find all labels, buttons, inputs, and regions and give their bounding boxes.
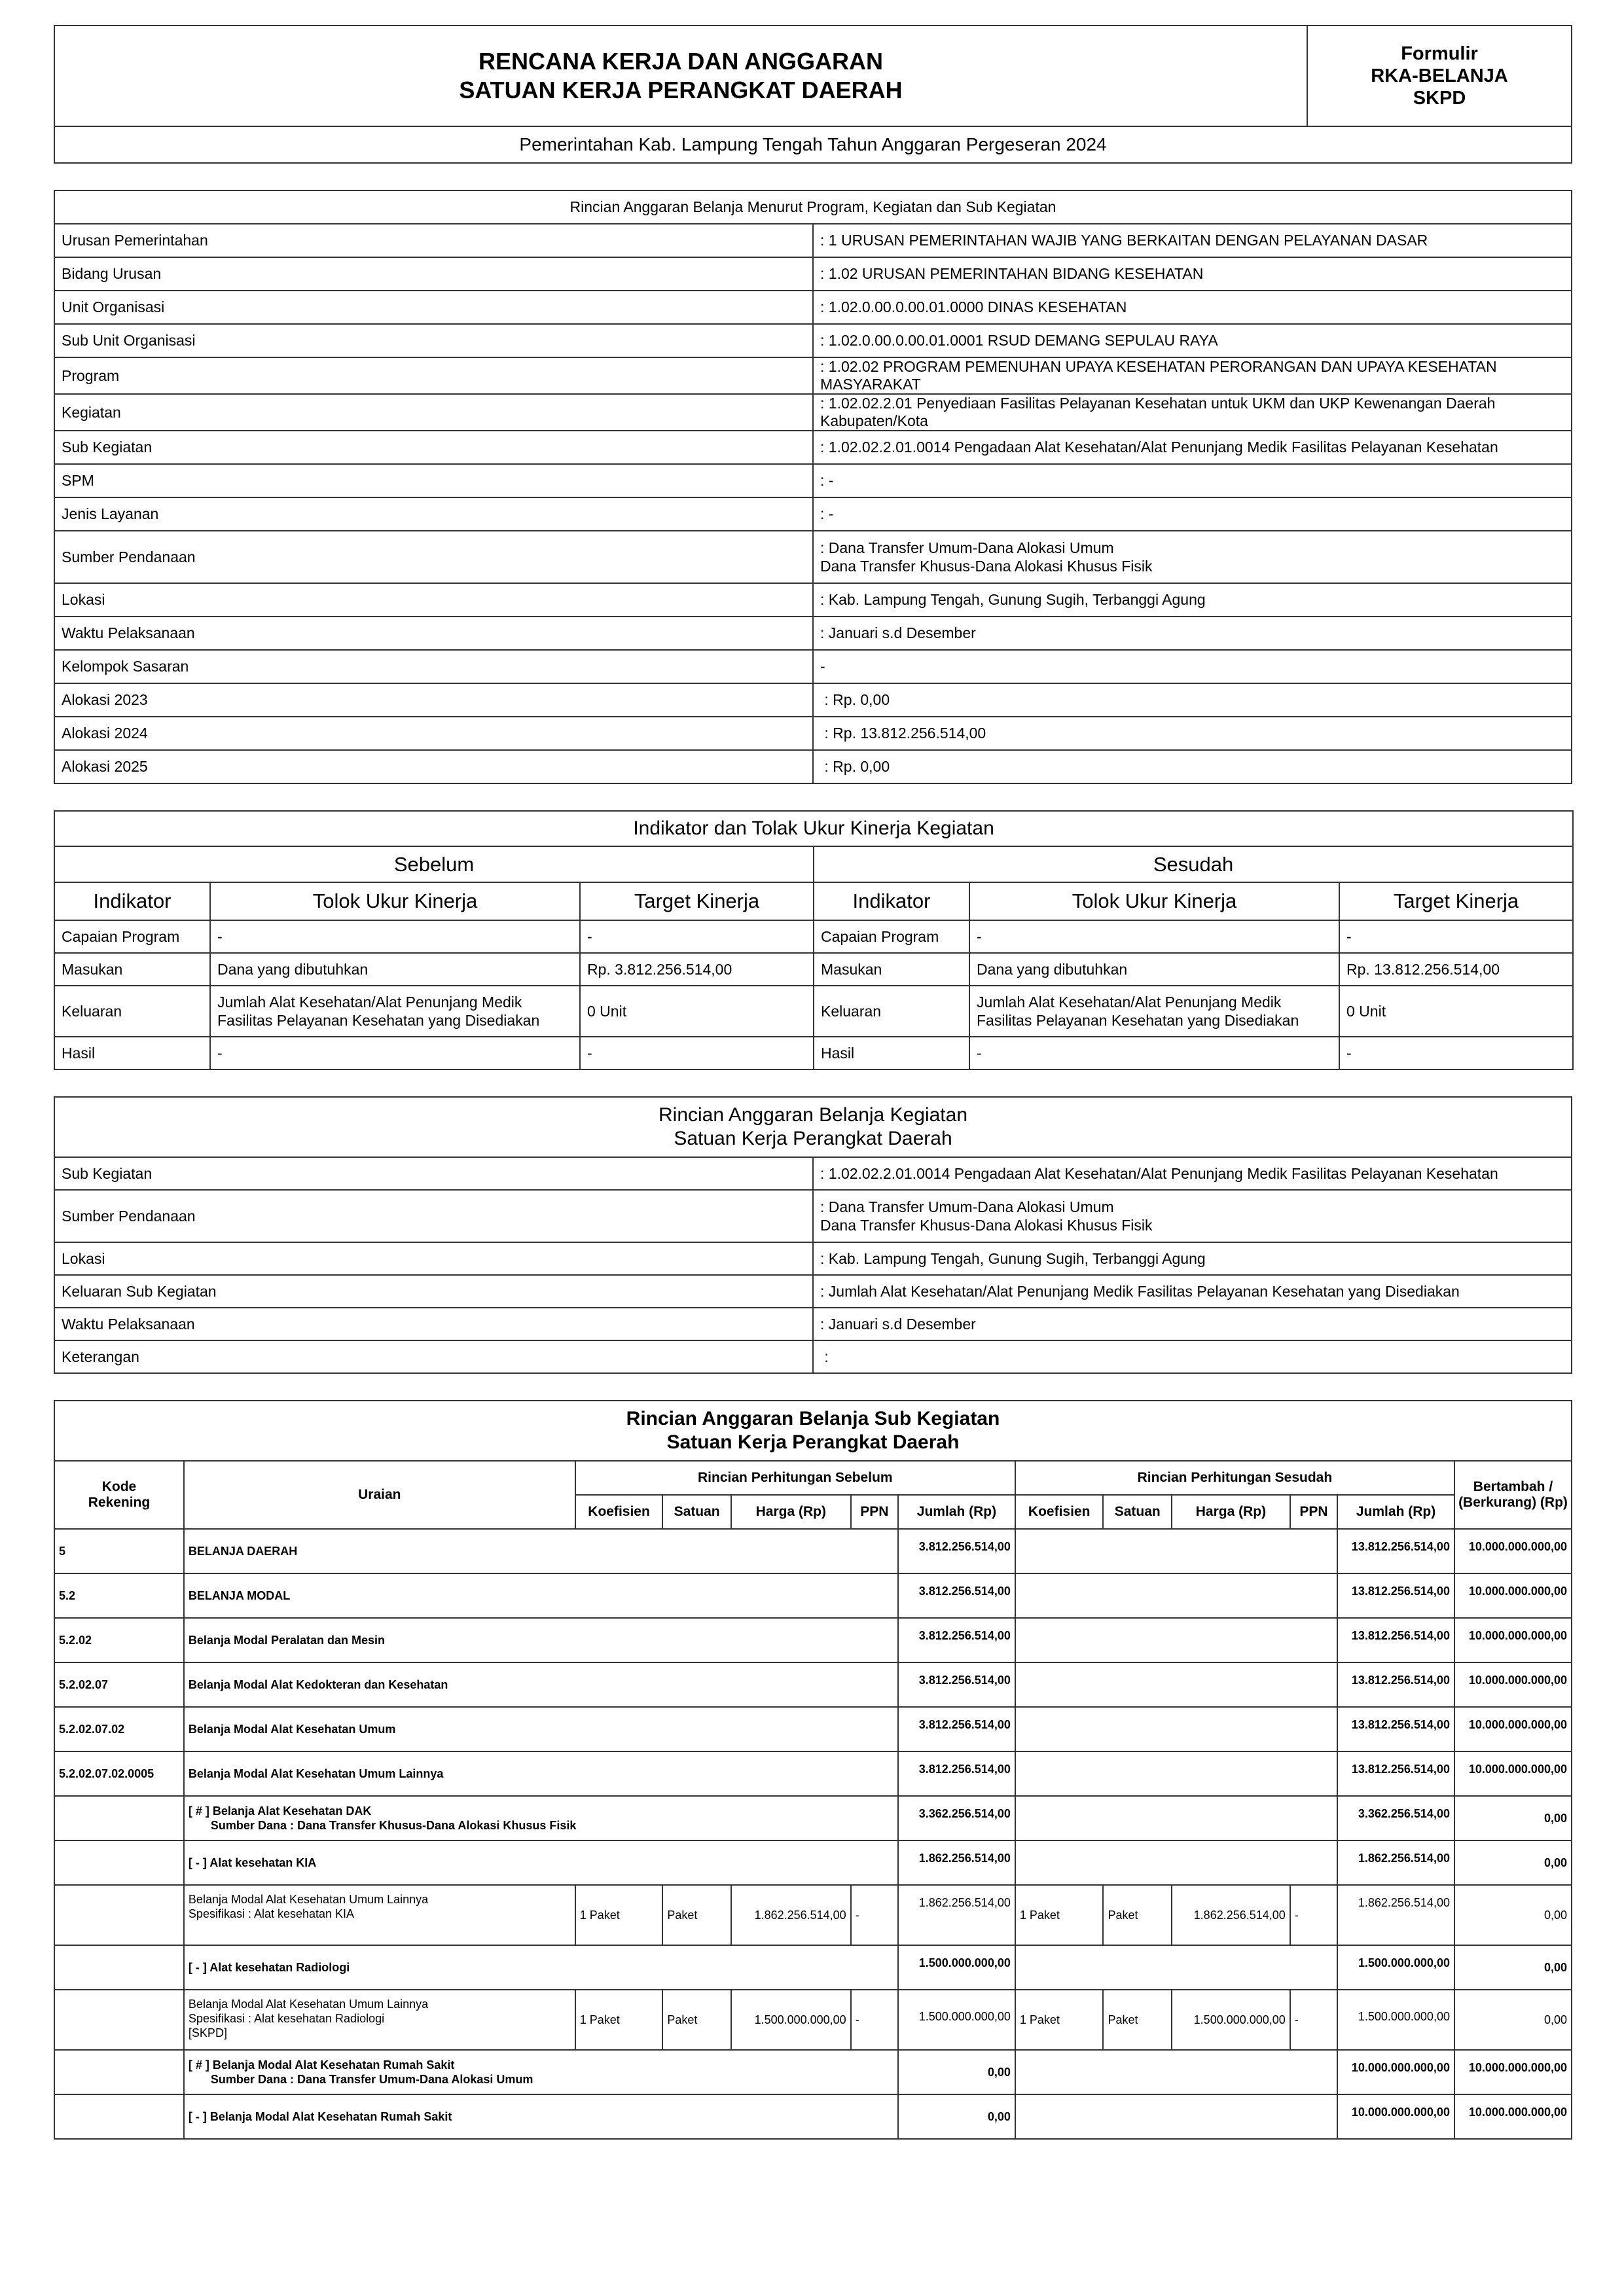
info-label: Alokasi 2023 [54, 683, 813, 717]
kode-rekening [54, 1885, 184, 1945]
jumlah-sebelum: 3.812.256.514,00 [898, 1707, 1015, 1751]
jumlah-sesudah: 13.812.256.514,00 [1337, 1751, 1454, 1796]
column-header: Target Kinerja [580, 882, 814, 920]
indicator-name: Keluaran [814, 986, 969, 1037]
document-subtitle: Pemerintahan Kab. Lampung Tengah Tahun Anggaran Pergeseran 2024 [54, 126, 1572, 163]
indicator-row [54, 920, 1573, 953]
info-value: : 1.02.0.00.0.00.01.0000 DINAS KESEHATAN [813, 291, 1572, 324]
jumlah-sesudah: 1.500.000.000,00 [1337, 1945, 1454, 1990]
budget-item-row [54, 1885, 1572, 1945]
info-row [54, 617, 1572, 650]
header-jumlah: Jumlah (Rp) [898, 1495, 1015, 1529]
uraian-line: [ # ] Belanja Alat Kesehatan DAK [188, 1804, 372, 1818]
target: - [1339, 920, 1573, 953]
info-value: : 1.02.02.2.01.0014 Pengadaan Alat Kesehatan/Alat Penunjang Medik Fasilitas Pelayanan Kesehatan [813, 431, 1572, 464]
header-selisih: Bertambah / (Berkurang) (Rp) [1454, 1461, 1572, 1529]
empty-cell [1015, 1662, 1337, 1707]
value-line: Dana Transfer Khusus-Dana Alokasi Khusus Fisik [820, 1217, 1153, 1234]
text-line: Jumlah Alat Kesehatan/Alat Penunjang Medik [977, 994, 1282, 1011]
satuan-sebelum: Paket [662, 1990, 731, 2050]
tolok-ukur: Dana yang dibutuhkan [969, 953, 1339, 986]
kode-rekening: 5 [54, 1529, 184, 1573]
value-line: Dana Transfer Khusus-Dana Alokasi Khusus Fisik [820, 558, 1153, 575]
ppn-sesudah: - [1290, 1885, 1337, 1945]
selisih: 10.000.000.000,00 [1454, 2050, 1572, 2094]
kode-rekening: 5.2.02.07.02 [54, 1707, 184, 1751]
info-row [54, 224, 1572, 257]
info-value: : Rp. 13.812.256.514,00 [813, 717, 1572, 750]
info-row [54, 257, 1572, 291]
header-ppn: PPN [851, 1495, 898, 1529]
ppn-sebelum: - [851, 1885, 898, 1945]
jumlah-sesudah: 13.812.256.514,00 [1337, 1573, 1454, 1618]
header-koefisien: Koefisien [575, 1495, 663, 1529]
target: - [580, 1037, 814, 1069]
header-uraian: Uraian [184, 1461, 575, 1529]
value-line: : Dana Transfer Umum-Dana Alokasi Umum [820, 539, 1114, 556]
form-code [1307, 26, 1572, 126]
info-label: Keluaran Sub Kegiatan [54, 1275, 813, 1308]
tolok-ukur: Dana yang dibutuhkan [210, 953, 580, 986]
tolok-ukur: - [969, 1037, 1339, 1069]
budget-row [54, 2050, 1572, 2094]
jumlah-sebelum: 1.500.000.000,00 [898, 1990, 1015, 2050]
info-row [54, 717, 1572, 750]
jumlah-sebelum: 3.812.256.514,00 [898, 1529, 1015, 1573]
info-row [54, 497, 1572, 531]
jumlah-sebelum: 3.812.256.514,00 [898, 1662, 1015, 1707]
info-label: Lokasi [54, 1242, 813, 1275]
target: 0 Unit [580, 986, 814, 1037]
kode-rekening: 5.2.02 [54, 1618, 184, 1662]
info-label: Sub Kegiatan [54, 431, 813, 464]
info-value: : 1.02.02 PROGRAM PEMENUHAN UPAYA KESEHATAN PERORANGAN DAN UPAYA KESEHATAN MASYARAKAT [813, 357, 1572, 394]
form-code-line: RKA-BELANJA [1371, 65, 1508, 86]
column-header: Indikator [814, 882, 969, 920]
ppn-sebelum: - [851, 1990, 898, 2050]
info-value: : Rp. 0,00 [813, 750, 1572, 783]
empty-cell [1015, 1840, 1337, 1885]
tolok-ukur [969, 986, 1339, 1037]
uraian: Belanja Modal Alat Kedokteran dan Kesehatan [184, 1662, 898, 1707]
jumlah-sesudah: 10.000.000.000,00 [1337, 2050, 1454, 2094]
budget-row [54, 1529, 1572, 1573]
koefisien-sebelum: 1 Paket [575, 1885, 663, 1945]
jumlah-sebelum: 1.862.256.514,00 [898, 1840, 1015, 1885]
title-line-2: SATUAN KERJA PERANGKAT DAERAH [459, 77, 903, 103]
kode-rekening [54, 1840, 184, 1885]
indicator-section [54, 810, 1572, 1070]
koefisien-sebelum: 1 Paket [575, 1990, 663, 2050]
info-row [54, 1275, 1572, 1308]
header-sesudah: Rincian Perhitungan Sesudah [1015, 1461, 1454, 1495]
info-value [813, 531, 1572, 583]
uraian: Belanja Modal Alat Kesehatan Umum [184, 1707, 898, 1751]
budget-item-row [54, 1990, 1572, 2050]
column-header: Tolok Ukur Kinerja [210, 882, 580, 920]
info-row [54, 1340, 1572, 1373]
uraian: [ - ] Belanja Modal Alat Kesehatan Rumah Sakit [184, 2094, 898, 2139]
title-line: Rincian Anggaran Belanja Sub Kegiatan [626, 1408, 1000, 1429]
harga-sebelum: 1.500.000.000,00 [731, 1990, 851, 2050]
info-label: Unit Organisasi [54, 291, 813, 324]
empty-cell [1015, 1945, 1337, 1990]
info-value: : 1.02 URUSAN PEMERINTAHAN BIDANG KESEHATAN [813, 257, 1572, 291]
kode-rekening [54, 2050, 184, 2094]
header-satuan: Satuan [662, 1495, 731, 1529]
spesifikasi: Spesifikasi : Alat kesehatan KIA [188, 1907, 355, 1920]
sumber-dana: Sumber Dana : Dana Transfer Umum-Dana Alokasi Umum [210, 2073, 533, 2086]
selisih: 10.000.000.000,00 [1454, 1751, 1572, 1796]
info-value [813, 1190, 1572, 1242]
info-label: Alokasi 2025 [54, 750, 813, 783]
section-title [54, 1401, 1572, 1461]
info-row [54, 1308, 1572, 1340]
info-value: : 1.02.02.2.01 Penyediaan Fasilitas Pelayanan Kesehatan untuk UKM dan UKP Kewenangan Daerah Kabupaten/Kota [813, 394, 1572, 431]
kode-rekening: 5.2 [54, 1573, 184, 1618]
document-header [54, 25, 1572, 164]
empty-cell [1015, 2094, 1337, 2139]
empty-cell [1015, 2050, 1337, 2094]
uraian-line: Belanja Modal Alat Kesehatan Umum Lainnya [188, 1998, 429, 2011]
ppn-sesudah: - [1290, 1990, 1337, 2050]
info-label: Sub Kegiatan [54, 1157, 813, 1190]
jumlah-sebelum: 1.862.256.514,00 [898, 1885, 1015, 1945]
info-row [54, 683, 1572, 717]
section-title [54, 1097, 1572, 1157]
section-title: Rincian Anggaran Belanja Menurut Program, Kegiatan dan Sub Kegiatan [54, 190, 1572, 224]
column-header: Indikator [54, 882, 210, 920]
uraian-tag: [SKPD] [188, 2026, 227, 2039]
title-line: Satuan Kerja Perangkat Daerah [666, 1431, 960, 1453]
info-label: Sub Unit Organisasi [54, 324, 813, 357]
info-label: Kegiatan [54, 394, 813, 431]
column-header: Tolok Ukur Kinerja [969, 882, 1339, 920]
header-jumlah: Jumlah (Rp) [1337, 1495, 1454, 1529]
info-value: : Januari s.d Desember [813, 1308, 1572, 1340]
info-value: : Jumlah Alat Kesehatan/Alat Penunjang Medik Fasilitas Pelayanan Kesehatan yang Disediakan [813, 1275, 1572, 1308]
kode-rekening [54, 1796, 184, 1840]
satuan-sebelum: Paket [662, 1885, 731, 1945]
uraian: Belanja Modal Alat Kesehatan Umum Lainnya [184, 1751, 898, 1796]
jumlah-sesudah: 13.812.256.514,00 [1337, 1662, 1454, 1707]
info-row [54, 531, 1572, 583]
budget-row [54, 1707, 1572, 1751]
text-line: Jumlah Alat Kesehatan/Alat Penunjang Medik [217, 994, 522, 1011]
kode-rekening: 5.2.02.07.02.0005 [54, 1751, 184, 1796]
jumlah-sesudah: 1.862.256.514,00 [1337, 1885, 1454, 1945]
empty-cell [1015, 1751, 1337, 1796]
kode-rekening [54, 1990, 184, 2050]
jumlah-sebelum: 3.362.256.514,00 [898, 1796, 1015, 1840]
selisih: 10.000.000.000,00 [1454, 1573, 1572, 1618]
info-value: : Januari s.d Desember [813, 617, 1572, 650]
indicator-row [54, 953, 1573, 986]
selisih: 0,00 [1454, 1885, 1572, 1945]
jumlah-sebelum: 3.812.256.514,00 [898, 1618, 1015, 1662]
info-label: SPM [54, 464, 813, 497]
info-row [54, 394, 1572, 431]
header-ppn: PPN [1290, 1495, 1337, 1529]
info-label: Program [54, 357, 813, 394]
koefisien-sesudah: 1 Paket [1015, 1990, 1104, 2050]
jumlah-sebelum: 3.812.256.514,00 [898, 1751, 1015, 1796]
spesifikasi: Spesifikasi : Alat kesehatan Radiologi [188, 2012, 385, 2025]
info-value: : [813, 1340, 1572, 1373]
info-value: : Kab. Lampung Tengah, Gunung Sugih, Terbanggi Agung [813, 1242, 1572, 1275]
uraian [184, 2050, 898, 2094]
info-row [54, 464, 1572, 497]
empty-cell [1015, 1707, 1337, 1751]
header-kode: Kode Rekening [54, 1461, 184, 1529]
header-harga: Harga (Rp) [1172, 1495, 1290, 1529]
uraian: BELANJA DAERAH [184, 1529, 898, 1573]
target: - [580, 920, 814, 953]
kode-rekening [54, 2094, 184, 2139]
jumlah-sesudah: 13.812.256.514,00 [1337, 1707, 1454, 1751]
selisih: 10.000.000.000,00 [1454, 2094, 1572, 2139]
budget-row [54, 1662, 1572, 1707]
tolok-ukur: - [210, 920, 580, 953]
indicator-name: Capaian Program [814, 920, 969, 953]
selisih: 0,00 [1454, 1796, 1572, 1840]
section-title: Indikator dan Tolak Ukur Kinerja Kegiatan [54, 811, 1573, 846]
uraian: BELANJA MODAL [184, 1573, 898, 1618]
harga-sesudah: 1.500.000.000,00 [1172, 1990, 1290, 2050]
harga-sebelum: 1.862.256.514,00 [731, 1885, 851, 1945]
selisih: 10.000.000.000,00 [1454, 1707, 1572, 1751]
info-row [54, 1190, 1572, 1242]
info-row [54, 1157, 1572, 1190]
tolok-ukur [210, 986, 580, 1037]
jumlah-sesudah: 10.000.000.000,00 [1337, 2094, 1454, 2139]
info-value: : - [813, 497, 1572, 531]
info-label: Waktu Pelaksanaan [54, 1308, 813, 1340]
header-harga: Harga (Rp) [731, 1495, 851, 1529]
text-line: Fasilitas Pelayanan Kesehatan yang Disediakan [217, 1012, 540, 1029]
indicator-row [54, 1037, 1573, 1069]
target: Rp. 3.812.256.514,00 [580, 953, 814, 986]
uraian: [ - ] Alat kesehatan KIA [184, 1840, 898, 1885]
program-section [54, 190, 1572, 784]
jumlah-sebelum: 1.500.000.000,00 [898, 1945, 1015, 1990]
info-label: Sumber Pendanaan [54, 1190, 813, 1242]
budget-row [54, 1945, 1572, 1990]
empty-cell [1015, 1529, 1337, 1573]
indicator-name: Masukan [814, 953, 969, 986]
kode-rekening [54, 1945, 184, 1990]
header-satuan: Satuan [1103, 1495, 1171, 1529]
document-title [54, 26, 1307, 126]
jumlah-sesudah: 3.362.256.514,00 [1337, 1796, 1454, 1840]
sumber-dana: Sumber Dana : Dana Transfer Khusus-Dana Alokasi Khusus Fisik [210, 1819, 577, 1832]
info-value: : Kab. Lampung Tengah, Gunung Sugih, Terbanggi Agung [813, 583, 1572, 617]
info-value: : Rp. 0,00 [813, 683, 1572, 717]
info-value: : 1 URUSAN PEMERINTAHAN WAJIB YANG BERKAITAN DENGAN PELAYANAN DASAR [813, 224, 1572, 257]
info-row [54, 431, 1572, 464]
indicator-name: Masukan [54, 953, 210, 986]
info-value: : - [813, 464, 1572, 497]
info-label: Lokasi [54, 583, 813, 617]
info-label: Jenis Layanan [54, 497, 813, 531]
info-row [54, 750, 1572, 783]
satuan-sesudah: Paket [1103, 1885, 1171, 1945]
selisih: 10.000.000.000,00 [1454, 1529, 1572, 1573]
title-line: Rincian Anggaran Belanja Kegiatan [658, 1104, 968, 1126]
column-header: Target Kinerja [1339, 882, 1573, 920]
header-koefisien: Koefisien [1015, 1495, 1104, 1529]
jumlah-sesudah: 1.500.000.000,00 [1337, 1990, 1454, 2050]
budget-row [54, 2094, 1572, 2139]
info-label: Bidang Urusan [54, 257, 813, 291]
selisih: 0,00 [1454, 1945, 1572, 1990]
header-sebelum: Rincian Perhitungan Sebelum [575, 1461, 1015, 1495]
info-label: Waktu Pelaksanaan [54, 617, 813, 650]
jumlah-sebelum: 3.812.256.514,00 [898, 1573, 1015, 1618]
budget-section [54, 1400, 1572, 2140]
koefisien-sesudah: 1 Paket [1015, 1885, 1104, 1945]
indicator-row [54, 986, 1573, 1037]
info-value: - [813, 650, 1572, 683]
selisih: 10.000.000.000,00 [1454, 1662, 1572, 1707]
budget-row [54, 1751, 1572, 1796]
satuan-sesudah: Paket [1103, 1990, 1171, 2050]
info-value: : 1.02.0.00.0.00.01.0001 RSUD DEMANG SEPULAU RAYA [813, 324, 1572, 357]
info-row [54, 650, 1572, 683]
title-line-1: RENCANA KERJA DAN ANGGARAN [478, 48, 883, 75]
budget-row [54, 1618, 1572, 1662]
budget-row [54, 1840, 1572, 1885]
selisih: 0,00 [1454, 1840, 1572, 1885]
info-label: Alokasi 2024 [54, 717, 813, 750]
uraian: Belanja Modal Peralatan dan Mesin [184, 1618, 898, 1662]
info-row [54, 291, 1572, 324]
info-label: Urusan Pemerintahan [54, 224, 813, 257]
target: 0 Unit [1339, 986, 1573, 1037]
jumlah-sesudah: 13.812.256.514,00 [1337, 1529, 1454, 1573]
info-row [54, 1242, 1572, 1275]
tolok-ukur: - [210, 1037, 580, 1069]
selisih: 0,00 [1454, 1990, 1572, 2050]
uraian: [ - ] Alat kesehatan Radiologi [184, 1945, 898, 1990]
target: - [1339, 1037, 1573, 1069]
jumlah-sebelum: 0,00 [898, 2094, 1015, 2139]
kode-rekening: 5.2.02.07 [54, 1662, 184, 1707]
empty-cell [1015, 1618, 1337, 1662]
harga-sesudah: 1.862.256.514,00 [1172, 1885, 1290, 1945]
indicator-name: Keluaran [54, 986, 210, 1037]
form-code-line: SKPD [1413, 88, 1466, 109]
title-line: Satuan Kerja Perangkat Daerah [674, 1128, 952, 1149]
text-line: Fasilitas Pelayanan Kesehatan yang Disediakan [977, 1012, 1299, 1029]
before-header: Sebelum [54, 846, 814, 882]
uraian-line: [ # ] Belanja Modal Alat Kesehatan Rumah Sakit [188, 2058, 455, 2072]
rka-document [54, 25, 1572, 2166]
budget-row [54, 1796, 1572, 1840]
indicator-name: Hasil [814, 1037, 969, 1069]
form-label: Formulir [1401, 43, 1478, 64]
info-row [54, 583, 1572, 617]
after-header: Sesudah [814, 846, 1573, 882]
jumlah-sesudah: 13.812.256.514,00 [1337, 1618, 1454, 1662]
target: Rp. 13.812.256.514,00 [1339, 953, 1573, 986]
jumlah-sebelum: 0,00 [898, 2050, 1015, 2094]
value-line: : Dana Transfer Umum-Dana Alokasi Umum [820, 1198, 1114, 1215]
info-label: Keterangan [54, 1340, 813, 1373]
empty-cell [1015, 1796, 1337, 1840]
jumlah-sesudah: 1.862.256.514,00 [1337, 1840, 1454, 1885]
info-value: : 1.02.02.2.01.0014 Pengadaan Alat Kesehatan/Alat Penunjang Medik Fasilitas Pelayanan Kesehatan [813, 1157, 1572, 1190]
indicator-name: Capaian Program [54, 920, 210, 953]
info-label: Kelompok Sasaran [54, 650, 813, 683]
activity-section [54, 1096, 1572, 1374]
uraian [184, 1885, 575, 1945]
tolok-ukur: - [969, 920, 1339, 953]
uraian [184, 1796, 898, 1840]
info-row [54, 324, 1572, 357]
budget-row [54, 1573, 1572, 1618]
info-label: Sumber Pendanaan [54, 531, 813, 583]
selisih: 10.000.000.000,00 [1454, 1618, 1572, 1662]
empty-cell [1015, 1573, 1337, 1618]
indicator-name: Hasil [54, 1037, 210, 1069]
info-row [54, 357, 1572, 394]
uraian [184, 1990, 575, 2050]
uraian-line: Belanja Modal Alat Kesehatan Umum Lainnya [188, 1893, 429, 1906]
